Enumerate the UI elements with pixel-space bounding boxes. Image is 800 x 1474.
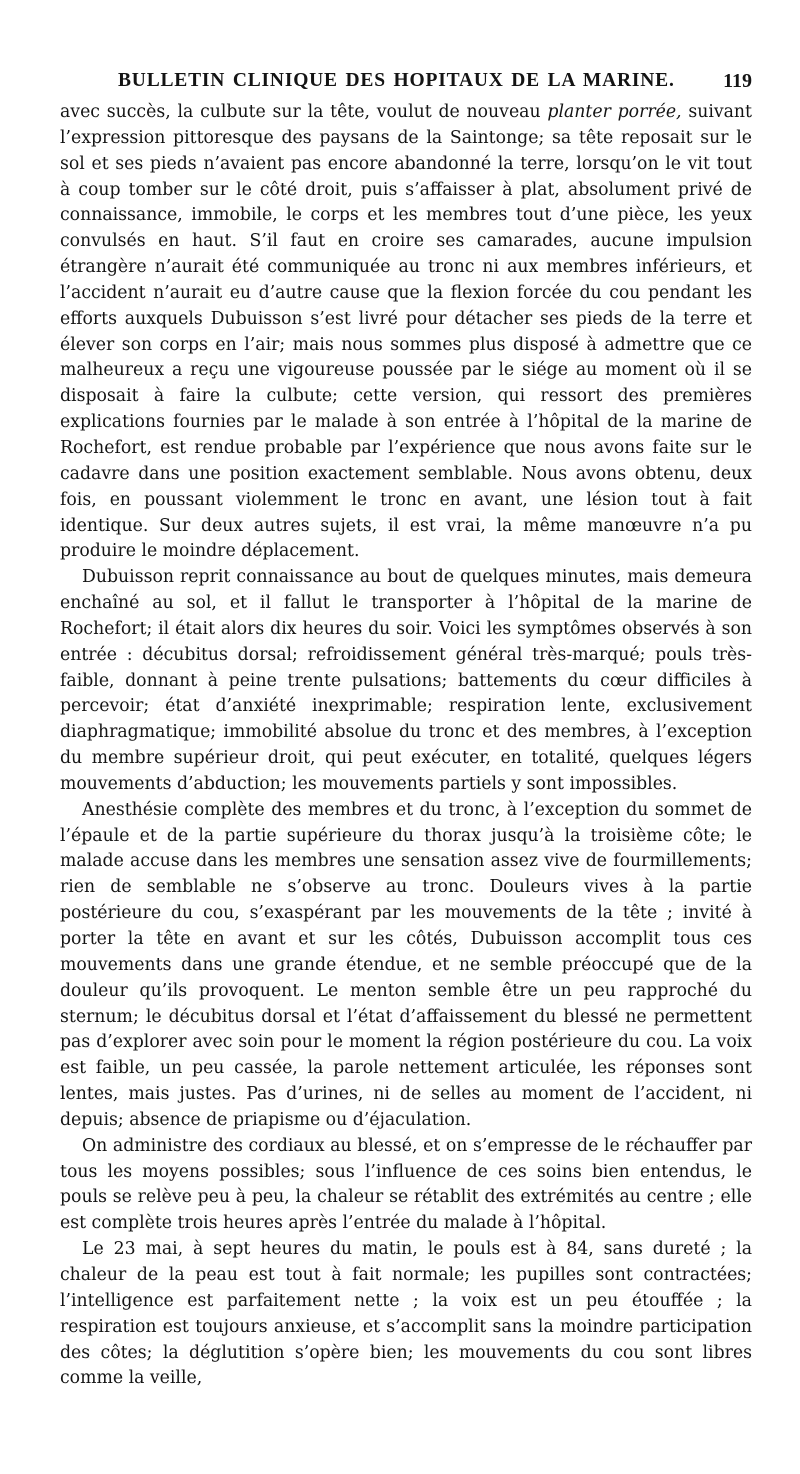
paragraph-treatment: On administre des cordiaux au blessé, et on s’empresse de le réchauffer par tous les moyens possibles; sous l’influence de ces soins bien entendus, le pouls se relève peu à peu, la chaleur se rétablit des extrémités au centre ; elle est complète trois heures après l’entrée du malade à l’hôpital.: [60, 1135, 752, 1234]
paragraph-may-23: Le 23 mai, à sept heures du matin, le pouls est à 84, sans dureté ; la chaleur de la peau est tout à fait normale; les pupilles sont contractées; l’intelligence est parfaitement nette ; la voix est un peu étouffée ; la respiration est toujours anxieuse, et s’accomplit sans la moindre participation des côtes; la déglutition s’opère bien; les mouvements du cou sont libres comme la veille,: [60, 1239, 752, 1389]
paragraph-admission: Dubuisson reprit connaissance au bout de quelques minutes, mais demeura enchaîné au sol, et il fallut le transporter à l’hôpital de la marine de Rochefort; il était alors dix heures du soir. Voici les symptômes observés à son entrée : décubitus dorsal; refroidissement général très-marqué; pouls très-faible, donnant à peine trente pulsations; battements du cœur difficiles à percevoir; état d’anxiété inexprimable; respiration lente, exclusivement diaphragmatique; immobilité absolue du tronc et des membres, à l’exception du membre supérieur droit, qui peut exécuter, en totalité, quelques légers mouvements d’abduction; les mouvements partiels y sont impossibles.: [60, 567, 752, 794]
book-page: [60, 66, 752, 1392]
paragraph-text: avec succès, la culbute sur la tête, voulut de nouveau: [60, 102, 548, 122]
running-title: BULLETIN CLINIQUE DES HOPITAUX DE LA MARINE.: [118, 70, 675, 91]
page-number: 119: [723, 70, 752, 92]
italic-phrase: planter porrée,: [547, 102, 682, 122]
body-text: [60, 100, 752, 1392]
paragraph-anesthesia: Anesthésie complète des membres et du tronc, à l’exception du sommet de l’épaule et de la partie supérieure du thorax jusqu’à la troisième côte; le malade accuse dans les membres une sensation assez vive de fourmillements; rien de semblable ne s’observe au tronc. Douleurs vives à la partie postérieure du cou, s’exaspérant par les mouvements de la tête ; invité à porter la tête en avant et sur les côtés, Dubuisson accomplit tous ces mouvements dans une grande étendue, et ne semble préoccupé que de la douleur qu’ils provoquent. Le menton semble être un peu rapproché du sternum; le décubitus dorsal et l’état d’affaissement du blessé ne permettent pas d’explorer avec soin pour le moment la région postérieure du cou. La voix est faible, un peu cassée, la parole nettement articulée, les réponses sont lentes, mais justes. Pas d’urines, ni de selles au moment de l’accident, ni depuis; absence de priapisme ou d’éjaculation.: [60, 799, 752, 1130]
paragraph-continued: [60, 100, 752, 565]
running-header: [60, 66, 752, 100]
paragraph-text: suivant l’expression pittoresque des paysans de la Saintonge; sa tête reposait sur le sol et ses pieds n’avaient pas encore abandonné la terre, lorsqu’on le vit tout à coup tomber sur le côté droit, puis s’affaisser à plat, absolument privé de connaissance, immobile, le corps et les membres tout d’une pièce, les yeux convulsés en haut. S’il faut en croire ses camarades, aucune impulsion étrangère n’aurait été communiquée au tronc ni aux membres inférieurs, et l’accident n’aurait eu d’autre cause que la flexion forcée du cou pendant les efforts auxquels Dubuisson s’est livré pour détacher ses pieds de la terre et élever son corps en l’air; mais nous sommes plus disposé à admettre que ce malheureux a reçu une vigoureuse poussée par le siége au moment où il se disposait à faire la culbute; cette version, qui ressort des premières explications fournies par le malade à son entrée à l’hôpital de la marine de Rochefort, est rendue probable par l’expérience que nous avons faite sur le cadavre dans une position exactement semblable. Nous avons obtenu, deux fois, en poussant violemment le tronc en avant, une lésion tout à fait identique. Sur deux autres sujets, il est vrai, la même manœuvre n’a pu produire le moindre déplacement.: [60, 102, 753, 562]
